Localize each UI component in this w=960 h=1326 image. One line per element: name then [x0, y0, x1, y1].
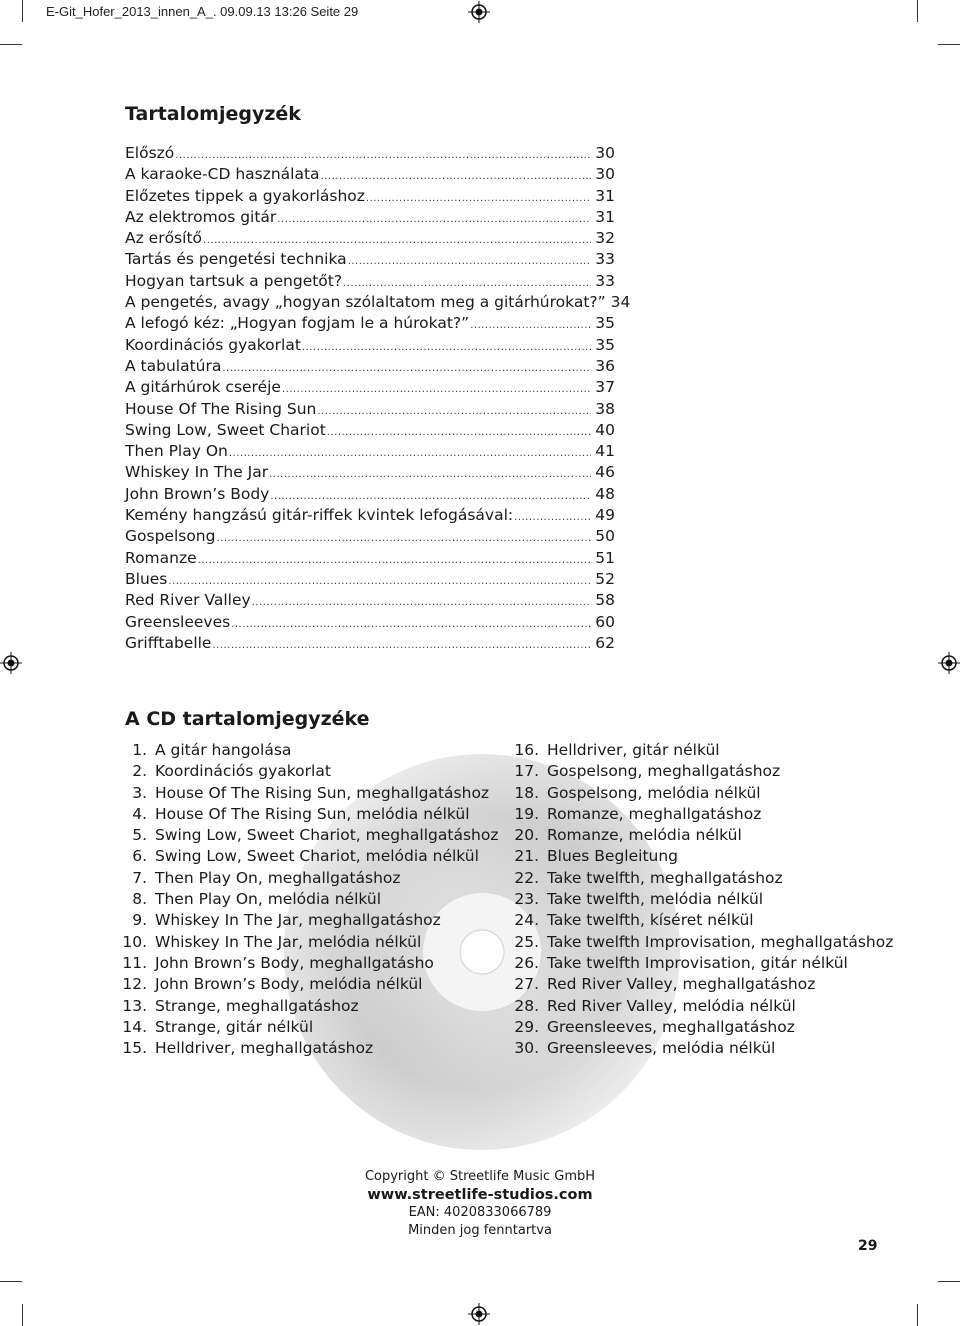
toc-leader-dots: [514, 507, 591, 528]
toc-entry-page: 49: [595, 506, 615, 525]
cd-track-label: Then Play On, melódia nélkül: [155, 890, 381, 909]
cd-track-number: 25.: [514, 932, 539, 951]
registration-mark-icon: [0, 652, 22, 674]
toc-entry: [125, 548, 615, 569]
cd-track-label: Red River Valley, melódia nélkül: [547, 996, 796, 1015]
toc-entry: [125, 207, 615, 228]
cd-track-number: 5.: [132, 826, 147, 845]
cd-track: [497, 740, 893, 761]
toc-entry: [125, 526, 615, 547]
cd-track-number: 14.: [122, 1017, 147, 1036]
cd-track: [497, 783, 893, 804]
toc-entry-title: Előzetes tippek a gyakorláshoz: [125, 186, 365, 205]
cd-track-label: Strange, gitár nélkül: [155, 1017, 314, 1036]
toc-leader-dots: [366, 188, 591, 209]
cd-track-number: 7.: [132, 868, 147, 887]
toc-entry-page: 33: [595, 271, 615, 290]
registration-mark-icon: [468, 1, 490, 23]
toc-entry-title: Swing Low, Sweet Chariot: [125, 420, 326, 439]
toc-leader-dots: [175, 145, 591, 166]
cd-track-number: 21.: [514, 847, 539, 866]
cd-track-label: Greensleeves, melódia nélkül: [547, 1039, 776, 1058]
toc-entry-page: 37: [595, 378, 615, 397]
cd-track-label: Greensleeves, meghallgatáshoz: [547, 1017, 795, 1036]
toc-entry: [125, 505, 615, 526]
cd-track: [497, 825, 893, 846]
toc-entry-page: 35: [595, 314, 615, 333]
cd-track-label: Strange, meghallgatáshoz: [155, 996, 359, 1015]
cd-track: [497, 953, 893, 974]
toc-entry: [125, 441, 615, 462]
cd-track-number: 16.: [514, 741, 539, 759]
cd-track: [113, 868, 498, 889]
toc-entry: [125, 633, 615, 654]
registration-mark-icon: [468, 1303, 490, 1325]
toc-leader-dots: [198, 550, 592, 571]
toc-leader-dots: [321, 166, 592, 187]
toc-entry-title: Koordinációs gyakorlat: [125, 335, 301, 354]
cd-track-list-left: [113, 740, 498, 1059]
toc-entry: [125, 569, 615, 590]
crop-mark-top-right: [917, 0, 918, 22]
cd-track: [113, 889, 498, 910]
cd-track: [113, 932, 498, 953]
toc-entry: [125, 335, 615, 356]
crop-mark-bottom-left: [22, 1304, 23, 1326]
cd-track-number: 18.: [514, 783, 539, 802]
toc-entry-title: Blues: [125, 569, 168, 588]
cd-track: [497, 804, 893, 825]
cd-track-label: Swing Low, Sweet Chariot, meghallgatáshoz: [155, 826, 499, 845]
toc-entry: [125, 612, 615, 633]
toc-entry-title: A karaoke-CD használata: [125, 165, 320, 184]
cd-track: [113, 996, 498, 1017]
toc-entry-title: A gitárhúrok cseréje: [125, 378, 281, 397]
toc-entry-page: 46: [595, 463, 615, 482]
toc-entry: [125, 249, 615, 270]
toc-entry: [125, 271, 615, 292]
cd-track-label: Take twelfth Improvisation, meghallgatáshoz: [547, 932, 894, 951]
cd-track-number: 13.: [122, 996, 147, 1015]
toc-entry: [125, 420, 615, 441]
toc-leader-dots: [470, 315, 591, 336]
cd-title: A CD tartalomjegyzéke: [125, 708, 370, 730]
cd-track-number: 11.: [122, 953, 147, 972]
crop-mark-top-left: [22, 0, 23, 22]
toc-leader-dots: [252, 592, 592, 613]
cd-track-number: 27.: [514, 975, 539, 994]
cd-track: [113, 974, 498, 995]
cd-track-label: Take twelfth, meghallgatáshoz: [547, 868, 783, 887]
crop-mark-bottom-right: [917, 1304, 918, 1326]
toc-entry-title: Gospelsong: [125, 527, 216, 546]
toc-entry-title: Kemény hangzású gitár-riffek kvintek lefogásával:: [125, 506, 514, 525]
cd-track-number: 9.: [132, 911, 147, 930]
toc-entry-page: 58: [595, 591, 615, 610]
toc-entry-title: Romanze: [125, 548, 197, 567]
cd-track-label: Koordinációs gyakorlat: [155, 762, 331, 781]
toc-leader-dots: [327, 422, 591, 443]
cd-track-label: Whiskey In The Jar, meghallgatáshoz: [155, 911, 441, 930]
cd-track-number: 6.: [132, 847, 147, 866]
cd-track-number: 20.: [514, 826, 539, 845]
toc-entry-title: Then Play On: [125, 442, 228, 461]
toc-entry-page: 40: [595, 420, 615, 439]
toc-entry-title: John Brown’s Body: [125, 484, 270, 503]
cd-track-number: 3.: [132, 783, 147, 802]
cd-track-label: House Of The Rising Sun, melódia nélkül: [155, 804, 470, 823]
cd-track-label: Red River Valley, meghallgatáshoz: [547, 975, 816, 994]
cd-track: [113, 740, 498, 761]
cd-track-number: 17.: [514, 762, 539, 781]
toc-entry-page: 35: [595, 335, 615, 354]
toc-entry-page: 36: [595, 356, 615, 375]
toc-leader-dots: [302, 337, 591, 358]
cd-track-label: Swing Low, Sweet Chariot, melódia nélkül: [155, 847, 479, 866]
cd-track: [113, 846, 498, 867]
footer: [330, 1168, 630, 1240]
toc-entry: [125, 590, 615, 611]
cd-track-label: Romanze, melódia nélkül: [547, 826, 742, 845]
cd-track: [113, 1038, 498, 1059]
toc-entry-title: Whiskey In The Jar: [125, 463, 269, 482]
cd-track-number: 23.: [514, 890, 539, 909]
toc-entry-page: 60: [595, 612, 615, 631]
toc-entry-page: 50: [595, 527, 615, 546]
cd-track-label: Gospelsong, melódia nélkül: [547, 783, 761, 802]
cd-track: [497, 889, 893, 910]
toc-title: Tartalomjegyzék: [125, 103, 301, 125]
cd-track-label: Take twelfth, melódia nélkül: [547, 890, 764, 909]
toc-leader-dots: [231, 614, 591, 635]
toc-entry-page: 31: [595, 186, 615, 205]
cd-track: [497, 996, 893, 1017]
rights-text: Minden jog fenntartva: [408, 1223, 552, 1238]
toc-leader-dots: [229, 443, 591, 464]
toc-leader-dots: [270, 486, 591, 507]
toc-leader-dots: [317, 401, 591, 422]
website-link[interactable]: www.streetlife-studios.com: [367, 1187, 593, 1203]
toc-leader-dots: [216, 528, 591, 549]
toc-entry-page: 30: [595, 165, 615, 184]
toc-leader-dots: [212, 635, 591, 656]
cd-track-label: Helldriver, meghallgatáshoz: [155, 1039, 374, 1058]
cd-track-number: 8.: [132, 890, 147, 909]
toc-entry-page: 31: [595, 207, 615, 226]
toc-leader-dots: [282, 379, 591, 400]
toc-entry-title: Az erősítő: [125, 229, 203, 248]
cd-track-number: 22.: [514, 868, 539, 887]
toc-entry: [125, 143, 615, 164]
cd-track-number: 26.: [514, 953, 539, 972]
cd-track-number: 15.: [122, 1039, 147, 1058]
cd-track-number: 4.: [132, 804, 147, 823]
toc-entry-page: 38: [595, 399, 615, 418]
cd-track: [497, 868, 893, 889]
page-number: 29: [858, 1238, 878, 1254]
cd-track: [113, 804, 498, 825]
toc-leader-dots: [168, 571, 591, 592]
toc-entry-page: 51: [595, 548, 615, 567]
toc-entry-page: 32: [595, 229, 615, 248]
toc-entry-title: Grifftabelle: [125, 633, 212, 652]
cd-track: [497, 846, 893, 867]
toc-entry-page: 30: [595, 144, 615, 162]
toc-entry: [125, 164, 615, 185]
cd-track: [113, 783, 498, 804]
toc-leader-dots: [203, 230, 591, 251]
toc-leader-dots: [222, 358, 591, 379]
cd-track: [497, 761, 893, 782]
cd-track-number: 24.: [514, 911, 539, 930]
toc-entry-title: Az elektromos gitár: [125, 207, 277, 226]
cd-track-number: 30.: [514, 1039, 539, 1058]
cd-track-list-right: [497, 740, 893, 1059]
toc-leader-dots: [269, 464, 591, 485]
cd-track-label: Take twelfth Improvisation, gitár nélkül: [547, 953, 848, 972]
crop-mark-bottom-left-h: [0, 1281, 22, 1282]
toc-entry-page: 34: [610, 293, 631, 312]
cd-track-label: A gitár hangolása: [155, 741, 292, 759]
cd-track-label: John Brown’s Body, melódia nélkül: [155, 975, 423, 994]
cd-track-label: Gospelsong, meghallgatáshoz: [547, 762, 781, 781]
cd-track-label: Then Play On, meghallgatáshoz: [155, 868, 401, 887]
toc-list: [125, 143, 631, 654]
cd-track: [497, 932, 893, 953]
crop-mark-top-left-h: [0, 44, 22, 45]
cd-track-number: 28.: [514, 996, 539, 1015]
registration-mark-icon: [938, 652, 960, 674]
cd-track-label: Romanze, meghallgatáshoz: [547, 804, 762, 823]
ean-text: EAN: 4020833066789: [408, 1205, 552, 1220]
toc-entry-title: Greensleeves: [125, 612, 231, 631]
cd-track-label: Whiskey In The Jar, melódia nélkül: [155, 932, 422, 951]
printer-slug: E-Git_Hofer_2013_innen_A_. 09.09.13 13:26 Seite 29: [46, 4, 359, 19]
toc-entry-title: A lefogó kéz: „Hogyan fogjam le a húrokat?”: [125, 314, 470, 333]
toc-entry-title: Hogyan tartsuk a pengetőt?: [125, 271, 343, 290]
toc-entry: [125, 399, 615, 420]
cd-track-number: 29.: [514, 1017, 539, 1036]
copyright-text: Copyright © Streetlife Music GmbH: [364, 1169, 596, 1184]
cd-track: [113, 825, 498, 846]
toc-entry: [125, 186, 615, 207]
toc-leader-dots: [348, 251, 592, 272]
cd-track-label: House Of The Rising Sun, meghallgatáshoz: [155, 783, 490, 802]
cd-track-number: 10.: [122, 932, 147, 951]
cd-track-label: John Brown’s Body, meghallgatásho: [155, 953, 434, 972]
cd-track: [497, 1017, 893, 1038]
toc-entry-page: 33: [595, 250, 615, 269]
cd-track: [497, 1038, 893, 1059]
cd-track-number: 19.: [514, 804, 539, 823]
toc-entry: [125, 484, 615, 505]
toc-entry: [125, 356, 615, 377]
toc-entry: [125, 292, 631, 313]
cd-track-label: Blues Begleitung: [547, 847, 679, 866]
toc-entry-page: 41: [595, 442, 615, 461]
cd-track: [497, 910, 893, 931]
toc-entry-title: Tartás és pengetési technika: [125, 250, 347, 269]
cd-track-number: 12.: [122, 975, 147, 994]
cd-track: [113, 910, 498, 931]
toc-entry-page: 52: [595, 569, 615, 588]
toc-leader-dots: [277, 209, 591, 230]
cd-track-number: 1.: [132, 741, 147, 759]
toc-entry-page: 62: [595, 633, 615, 652]
toc-entry-title: House Of The Rising Sun: [125, 399, 317, 418]
crop-mark-top-right-h: [938, 44, 960, 45]
toc-entry-page: 48: [595, 484, 615, 503]
cd-track-label: Helldriver, gitár nélkül: [547, 741, 720, 759]
toc-entry: [125, 377, 615, 398]
crop-mark-bottom-right-h: [938, 1281, 960, 1282]
toc-entry: [125, 313, 615, 334]
toc-entry-title: Előszó: [125, 144, 175, 162]
toc-entry: [125, 462, 615, 483]
cd-track-label: Take twelfth, kíséret nélkül: [547, 911, 754, 930]
cd-track: [113, 1017, 498, 1038]
cd-track: [113, 953, 498, 974]
cd-track: [497, 974, 893, 995]
toc-entry-title: A tabulatúra: [125, 356, 222, 375]
toc-leader-dots: [343, 273, 591, 294]
cd-track: [113, 761, 498, 782]
toc-entry-title: Red River Valley: [125, 591, 251, 610]
toc-entry-title: A pengetés, avagy „hogyan szólaltatom meg a gitárhúrokat?”: [125, 293, 606, 312]
toc-entry: [125, 228, 615, 249]
cd-track-number: 2.: [132, 762, 147, 781]
